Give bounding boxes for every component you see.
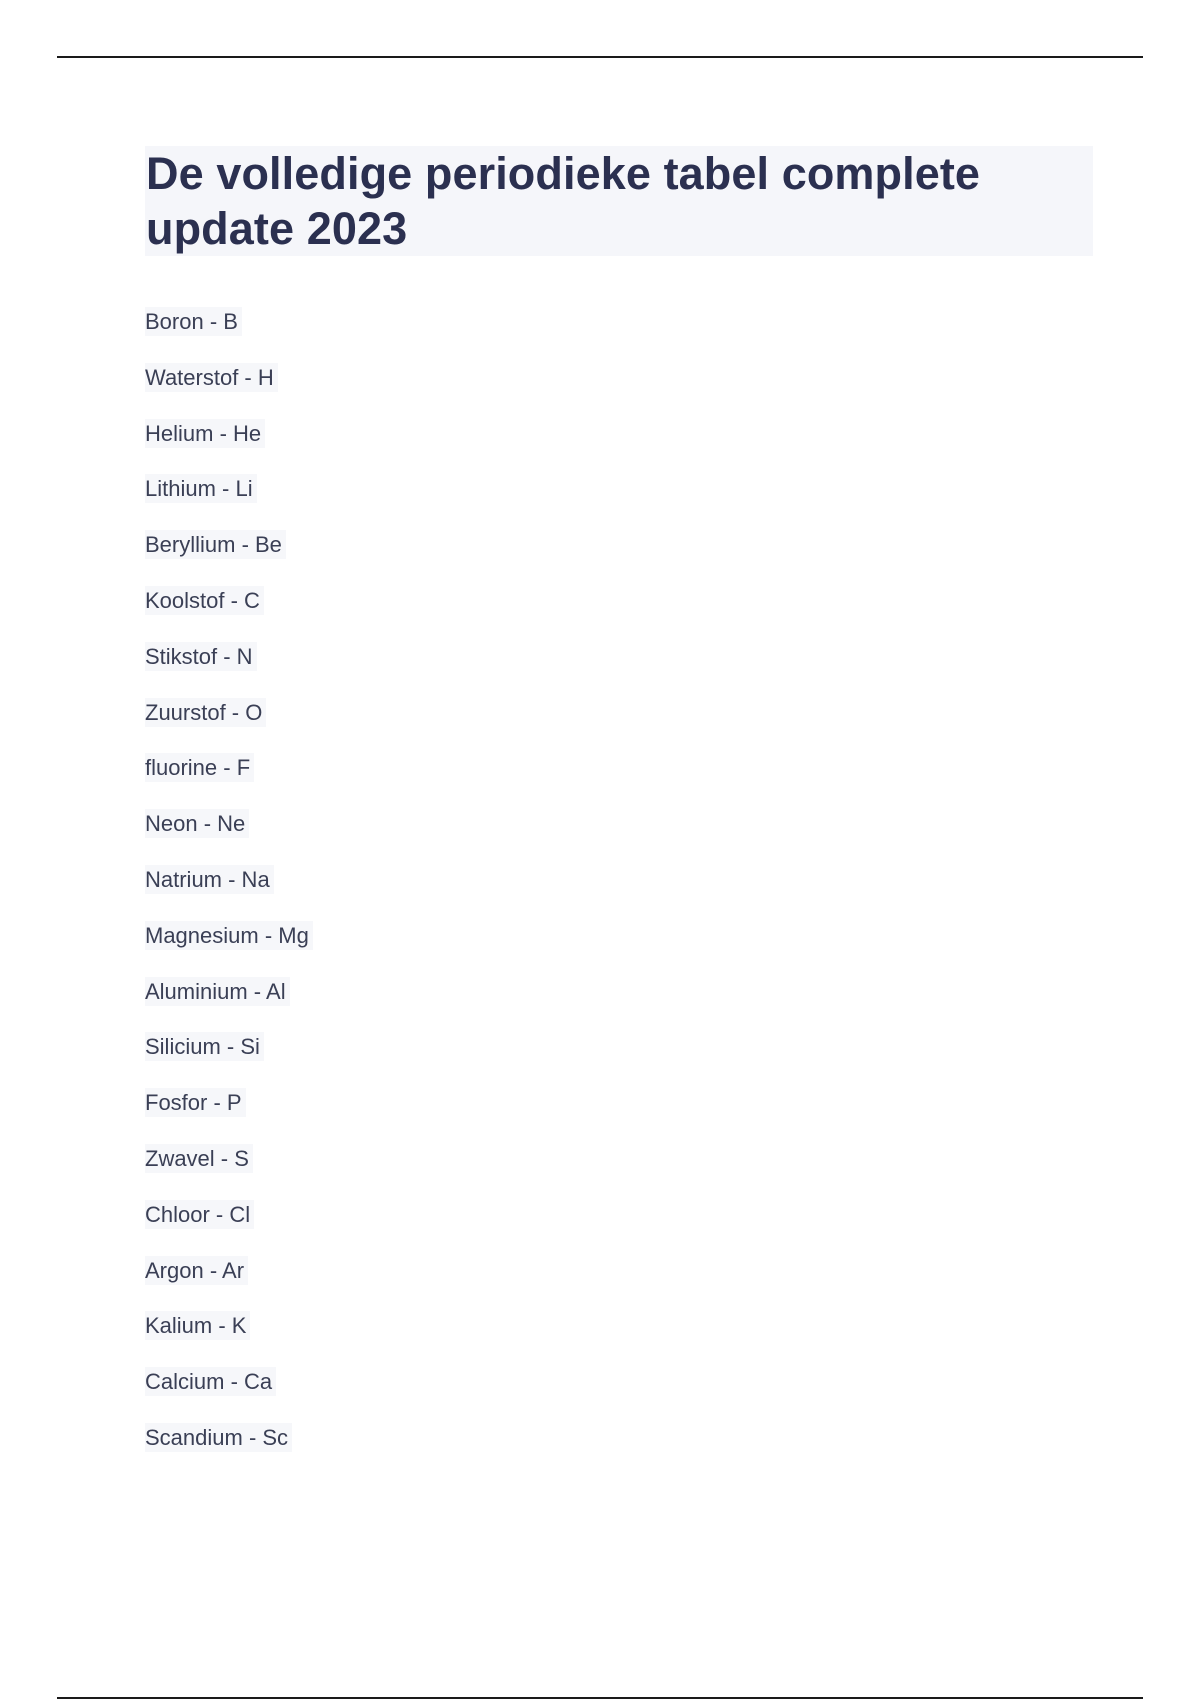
list-item [145,528,313,584]
list-item-text: Scandium - Sc [145,1423,292,1452]
list-item-text: Aluminium - Al [145,977,290,1006]
list-item-text: Zwavel - S [145,1144,253,1173]
list-item-text: Kalium - K [145,1311,250,1340]
list-item [145,1309,313,1365]
list-item [145,640,313,696]
list-item-text: Lithium - Li [145,474,257,503]
list-item [145,919,313,975]
list-item-text: Waterstof - H [145,363,278,392]
list-item-text: Natrium - Na [145,865,274,894]
title-block [145,146,1093,256]
list-item-text: Boron - B [145,307,242,336]
list-item-text: Fosfor - P [145,1088,246,1117]
list-item-text: Magnesium - Mg [145,921,313,950]
list-item [145,807,313,863]
top-rule [57,56,1143,58]
list-item-text: Beryllium - Be [145,530,286,559]
list-item [145,1142,313,1198]
list-item-text: Zuurstof - O [145,698,266,727]
list-item-text: Helium - He [145,419,265,448]
list-item-text: Argon - Ar [145,1256,248,1285]
list-item [145,417,313,473]
list-item [145,1421,313,1477]
list-item-text: Calcium - Ca [145,1367,276,1396]
list-item-text: Silicium - Si [145,1032,264,1061]
page-title: De volledige periodieke tabel complete update 2023 [146,148,981,254]
list-item [145,863,313,919]
list-item [145,472,313,528]
bottom-rule [57,1697,1143,1699]
list-item-text: fluorine - F [145,753,254,782]
list-item [145,584,313,640]
element-list [145,305,313,1477]
list-item-text: Koolstof - C [145,586,264,615]
list-item [145,696,313,752]
list-item [145,305,313,361]
list-item [145,751,313,807]
list-item [145,1030,313,1086]
list-item-text: Chloor - Cl [145,1200,254,1229]
list-item-text: Neon - Ne [145,809,249,838]
list-item [145,1254,313,1310]
list-item [145,975,313,1031]
list-item-text: Stikstof - N [145,642,257,671]
list-item [145,361,313,417]
list-item [145,1086,313,1142]
list-item [145,1365,313,1421]
list-item [145,1198,313,1254]
